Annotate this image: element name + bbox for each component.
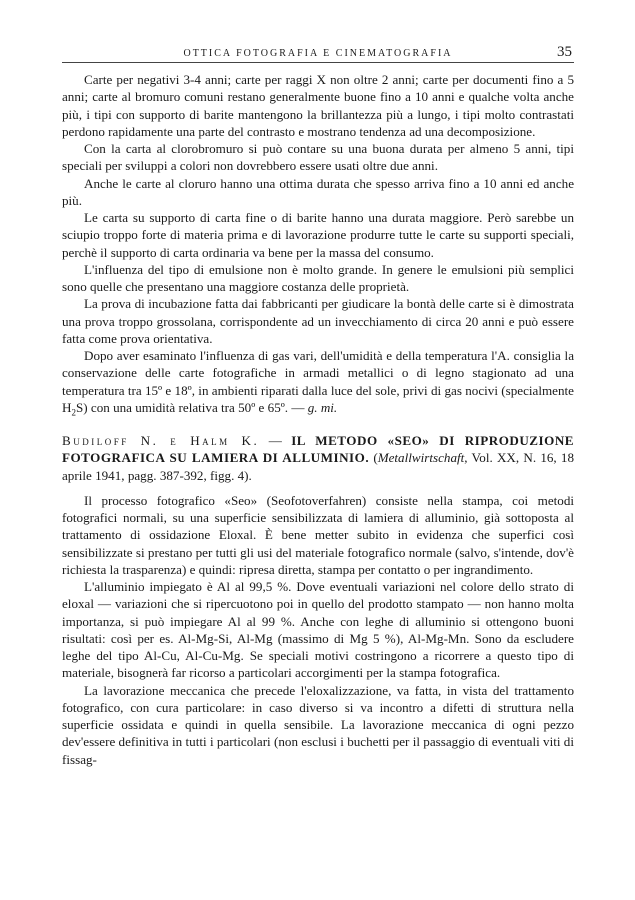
paragraph: Anche le carte al cloruro hanno una ottima durata che spesso arriva fino a 10 anni ed anche più. xyxy=(62,175,574,208)
paragraph: La prova di incubazione fatta dai fabbricanti per giudicare la bontà delle carte si è dimostrata una prova troppo grossolana, corrispondente ad un invecchiamento di circa 20 anni e può essere fatta come prova orientativa. xyxy=(62,296,574,346)
paragraph: L'alluminio impiegato è Al al 99,5 %. Dove eventuali variazioni nel colore dello strato di eloxal — variazioni che si ripercuotono poi in quello del prodotto stampato — non hanno molta importanza, si può impiegare Al al 99 %. Anche con leghe di alluminio si ottengono buoni risultati: così per es. Al-Mg-Si, Al-Mg (massimo di Mg 5 %), Al-Mg-Mn. Sono da escludere leghe del tipo Al-Cu, Al-Cu-Mg. Se speciali motivi costringono a ricorrere a questo tipo di materiale, bisognerà far ricorso a particolari accorgimenti per la stampa fotografica. xyxy=(62,579,574,681)
subscript: 2 xyxy=(71,407,76,418)
running-header xyxy=(62,40,574,63)
citation-journal: Metallwirtschaft xyxy=(377,450,465,466)
paragraph: Con la carta al clorobromuro si può contare su una buona durata per almeno 5 anni, tipi speciali per sviluppi a colori non dovrebbero essere usati oltre due anni. xyxy=(62,141,574,174)
citation-authors: Budiloff N. e Halm K. xyxy=(62,433,260,448)
page-number: 35 xyxy=(557,44,572,60)
page xyxy=(62,40,574,768)
body-text-bottom xyxy=(62,492,574,768)
citation-title: IL METODO «SEO» DI RIPRODUZIONE FOTOGRAFICA SU LAMIERA DI ALLUMINIO. xyxy=(62,433,575,466)
citation-source-open: ( xyxy=(369,450,378,466)
paragraph: Il processo fotografico «Seo» (Seofotoverfahren) consiste nella stampa, coi metodi fotografici normali, su una superficie sensibilizzata di lamiera di alluminio, già sottoposta al trattamento di ossidazione Eloxal. È bene metter subito in evidenza che superfici così sensibilizzate si prestano per tutti gli usi del materiale fotografico normale (salvo, s'intende, dov'è richiesta la trasparenza) e quindi: ripresa diretta, stampa per contatto o per ingrandimento. xyxy=(62,492,574,577)
paragraph: Le carta su supporto di carta fine o di barite hanno una durata maggiore. Però sarebbe un sciupio troppo forte di materia prima e di lavorazione produrre tutte le carte su supporti speciali, perchè il supporto di carta ordinaria va bene per la massa del consumo. xyxy=(62,210,574,260)
paragraph-text: S) con una umidità relativa tra 50º e 65º. — xyxy=(75,399,308,415)
paragraph: La lavorazione meccanica che precede l'eloxalizzazione, va fatta, in vista del trattamento fotografico, con cura particolare: in caso diverso si va incontro a difetti di struttura nella superficie ossidata e quindi in quella sensibile. La lavorazione meccanica di ogni pezzo dev'essere definitiva in tutti i particolari (non esclusi i buchetti per il passaggio di eventuali viti di fissag- xyxy=(62,682,574,767)
article-citation xyxy=(62,432,574,484)
paragraph-with-signature xyxy=(62,347,574,416)
citation-details: , Vol. XX, N. 16, 18 aprile 1941, pagg. 387-392, figg. 4). xyxy=(62,450,575,483)
paragraph: L'influenza del tipo di emulsione non è molto grande. In genere le emulsioni più semplici sono quelle che presentano una maggiore costanza delle proprietà. xyxy=(62,261,574,294)
paragraph-text: Dopo aver esaminato l'influenza di gas vari, dell'umidità e della temperatura l'A. consiglia la conservazione delle carte fotografiche in armadi metallici o di legno stagionato ad una temperatura tra 15º e 18º, in ambienti riparati dalla luce del sole, privi di gas nocivi (specialmente H xyxy=(62,348,574,415)
reviewer-signature: g. mi. xyxy=(307,399,338,415)
citation-dash: — xyxy=(259,433,292,448)
paragraph: Carte per negativi 3-4 anni; carte per raggi X non oltre 2 anni; carte per documenti fino a 5 anni; carte al bromuro comuni restano generalmente buone fino a 10 anni e qualche volta anche più, i tipi con supporto di barite mantengono la brillantezza più a lungo, i tipi molto contrastati perdono rapidamente una parte del contrasto e mostrano tendenza ad una decomposizione. xyxy=(62,72,574,139)
body-text-top xyxy=(62,71,574,416)
running-title: OTTICA FOTOGRAFIA E CINEMATOGRAFIA xyxy=(183,48,453,59)
